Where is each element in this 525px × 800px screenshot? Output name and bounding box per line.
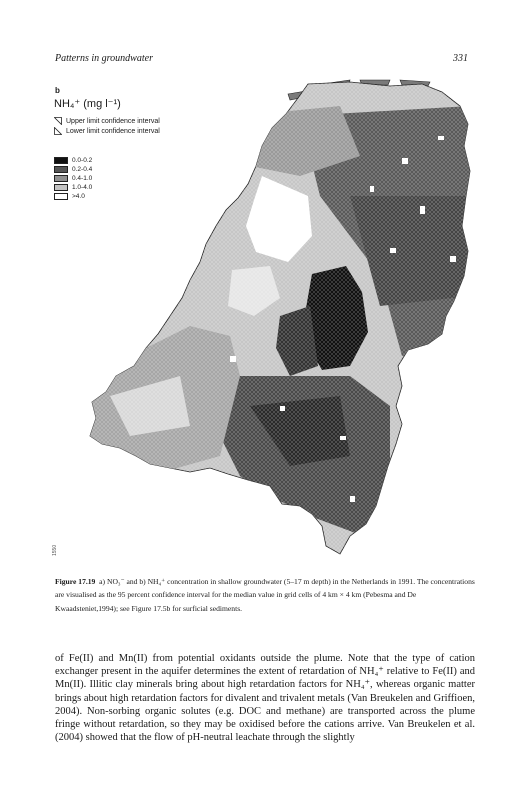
caption-text: a) NO₃⁻ and b) NH₄⁺ concentration in shallow groundwater (5–17 m depth) in the Netherlands in 1991. The concentrations are visualised as the 95 percent confidence interval for the median value in grid cells of 4 km × 4 km (Pebesma and De Kwaadsteniet,1994); see Figure 17.5b for surficial sediments. bbox=[55, 577, 475, 613]
body-paragraph bbox=[55, 652, 475, 744]
legend-class-item bbox=[54, 156, 92, 165]
figure-caption bbox=[55, 575, 475, 615]
legend-class-item bbox=[54, 192, 92, 201]
legend-swatch bbox=[54, 184, 68, 191]
page-number: 331 bbox=[453, 53, 468, 64]
legend-class-item bbox=[54, 174, 92, 183]
legend-swatch bbox=[54, 166, 68, 173]
upper-ci-label: Upper limit confidence interval bbox=[66, 117, 160, 125]
legend-lower-ci bbox=[54, 127, 160, 135]
upper-triangle-icon bbox=[54, 117, 62, 125]
lower-triangle-icon bbox=[54, 127, 62, 135]
legend-swatch bbox=[54, 157, 68, 164]
legend-swatch bbox=[54, 193, 68, 200]
side-code: 1550 bbox=[52, 544, 58, 556]
running-title: Patterns in groundwater bbox=[55, 53, 153, 64]
legend-title: NH₄⁺ (mg l⁻¹) bbox=[54, 98, 121, 110]
running-header bbox=[55, 53, 468, 67]
netherlands-map bbox=[50, 76, 478, 571]
lower-ci-label: Lower limit confidence interval bbox=[66, 127, 160, 135]
legend-class-label: 0.2-0.4 bbox=[72, 166, 93, 173]
legend-swatch bbox=[54, 175, 68, 182]
caption-label: Figure 17.19 bbox=[55, 577, 96, 586]
legend-class-item bbox=[54, 165, 92, 174]
legend-class-label: 1.0-4.0 bbox=[72, 184, 93, 191]
body-text: of Fe(II) and Mn(II) from potential oxidants outside the plume. Note that the type of cation exchanger present in the aquifer determines the extent of retardation of NH₄⁺ relative to Fe(II) and Mn(II). Illitic clay minerals bring about high retardation factors for NH₄⁺, whereas organic matter brings about high retardation factors for divalent and trivalent metals (Van Breukelen and Griffioen, 2004). Non-sorbing organic solutes (e.g. DOC and methane) are transported across the plume fringe without retardation, so they may be oxidised before the cations arrive. Van Breukelen et al. (2004) showed that the flow of pH-neutral leachate through the slightly bbox=[55, 653, 475, 744]
legend-classes bbox=[54, 156, 92, 201]
legend-class-label: >4.0 bbox=[72, 193, 85, 200]
legend-class-label: 0.0-0.2 bbox=[72, 157, 93, 164]
legend-class-item bbox=[54, 183, 92, 192]
panel-label: b bbox=[55, 86, 60, 95]
legend-upper-ci bbox=[54, 117, 160, 125]
legend-class-label: 0.4-1.0 bbox=[72, 175, 93, 182]
figure-map-nh4 bbox=[50, 76, 478, 571]
